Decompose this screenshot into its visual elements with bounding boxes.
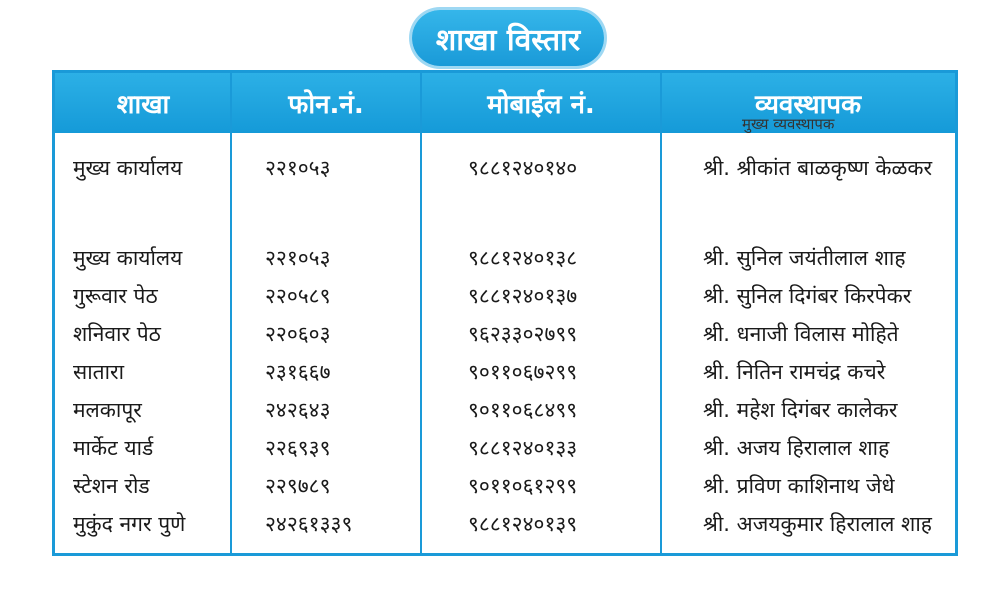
manager-name: श्री. श्रीकांत बाळकृष्ण केळकर	[703, 156, 933, 180]
phone-number: २२१०५३	[265, 156, 331, 180]
mobile-number: ९८८१२४०१३३	[468, 436, 578, 460]
manager-name: श्री. नितिन रामचंद्र कचरे	[703, 360, 886, 384]
mobile-number: ९८८१२४०१३९	[468, 512, 578, 536]
branch-name: मुख्य कार्यालय	[73, 246, 183, 270]
phone-number: २२०६०३	[265, 322, 331, 346]
table-row	[55, 429, 955, 467]
table-row	[55, 353, 955, 391]
phone-number: २४२६४३	[265, 398, 331, 422]
phone-number: २२०५८९	[265, 284, 331, 308]
mobile-number: ९६२३३०२७९९	[468, 322, 578, 346]
mobile-number: ९०११०६१२९९	[468, 474, 578, 498]
manager-name: श्री. महेश दिगंबर कालेकर	[703, 398, 898, 422]
table-row	[55, 277, 955, 315]
table-row	[55, 467, 955, 505]
header-manager: व्यवस्थापक	[754, 90, 862, 120]
phone-number: २२९७८९	[265, 474, 331, 498]
branch-name: मलकापूर	[73, 398, 142, 422]
phone-number: २४२६१३३९	[265, 512, 353, 536]
table-row	[55, 391, 955, 429]
page-title: शाखा विस्तार	[412, 10, 604, 66]
manager-name: श्री. अजयकुमार हिरालाल शाह	[703, 512, 932, 536]
mobile-number: ९८८१२४०१३८	[468, 246, 578, 270]
table-row	[55, 149, 955, 187]
mobile-number: ९८८१२४०१४०	[468, 156, 578, 180]
branch-name: मुकुंद नगर पुणे	[73, 512, 186, 536]
phone-number: २२६९३९	[265, 436, 331, 460]
branch-name: गुरूवार पेठ	[73, 284, 158, 308]
table-row	[55, 315, 955, 353]
manager-role: मुख्य व्यवस्थापक	[742, 115, 835, 133]
manager-name: श्री. धनाजी विलास मोहिते	[703, 322, 899, 346]
manager-name: श्री. अजय हिरालाल शाह	[703, 436, 890, 460]
branch-table	[52, 70, 958, 556]
branch-name: सातारा	[73, 360, 125, 384]
mobile-number: ९०११०६८४९९	[468, 398, 578, 422]
header-mobile: मोबाईल नं.	[487, 90, 595, 120]
manager-name: श्री. सुनिल दिगंबर किरपेकर	[703, 284, 912, 308]
branch-name: मुख्य कार्यालय	[73, 156, 183, 180]
manager-name: श्री. सुनिल जयंतीलाल शाह	[703, 246, 906, 270]
table-row	[55, 505, 955, 543]
mobile-number: ९८८१२४०१३७	[468, 284, 578, 308]
phone-number: २३१६६७	[265, 360, 331, 384]
branch-name: शनिवार पेठ	[73, 322, 161, 346]
table-row	[55, 239, 955, 277]
mobile-number: ९०११०६७२९९	[468, 360, 578, 384]
header-phone: फोन.नं.	[288, 90, 364, 120]
branch-name: स्टेशन रोड	[73, 474, 150, 498]
header-branch: शाखा	[116, 90, 170, 120]
manager-name: श्री. प्रविण काशिनाथ जेधे	[703, 474, 895, 498]
phone-number: २२१०५३	[265, 246, 331, 270]
branch-name: मार्केट यार्ड	[73, 436, 154, 460]
